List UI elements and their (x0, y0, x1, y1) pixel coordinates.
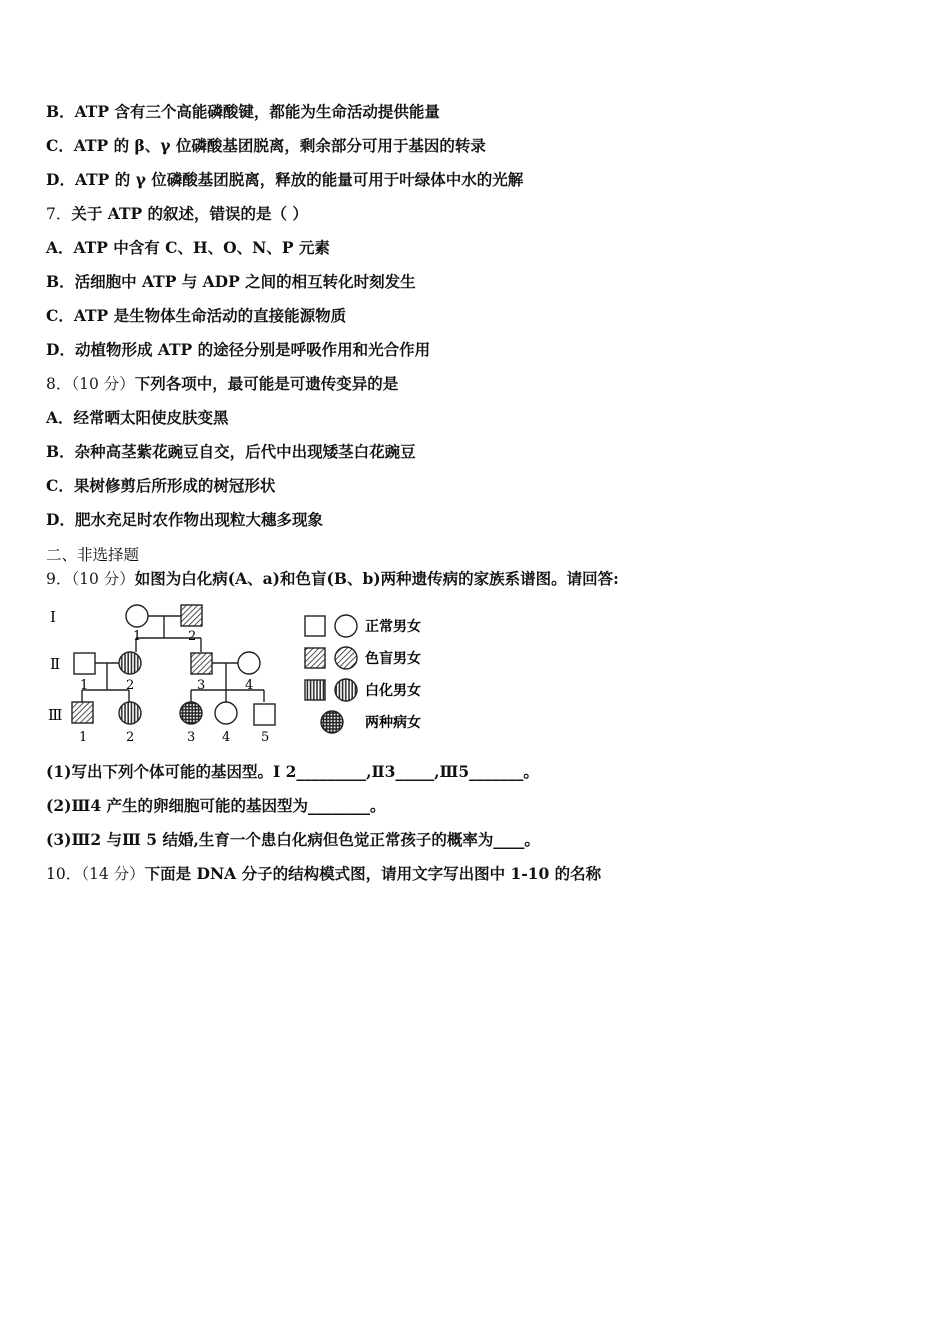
gen-label-2: Ⅱ (50, 655, 61, 673)
question-9-part-1: (1)写出下列个体可能的基因型。Ⅰ 2_________,Ⅱ3_____,Ⅲ5_______。 (46, 762, 539, 781)
legend-normal-female (335, 615, 357, 637)
question-7: 7．关于 ATP 的叙述，错误的是（ ） (46, 204, 308, 223)
label-III2: 2 (126, 730, 135, 745)
legend-albino-label: 白化男女 (365, 683, 421, 699)
legend-albino-male (305, 680, 325, 700)
person-II4 (238, 652, 260, 674)
person-III3 (180, 702, 202, 724)
person-III1 (72, 702, 93, 723)
label-III5: 5 (261, 730, 270, 745)
question-10: 10．（14 分）下面是 DNA 分子的结构模式图，请用文字写出图中 1-10 的名称 (46, 864, 602, 883)
person-III5 (254, 704, 275, 725)
label-III3: 3 (187, 730, 196, 745)
person-I1 (126, 605, 148, 627)
option-8b: B．杂种高茎紫花豌豆自交，后代中出现矮茎白花豌豆 (46, 442, 416, 461)
label-II2: 2 (126, 678, 135, 693)
option-8c: C．果树修剪后所形成的树冠形状 (46, 476, 276, 495)
legend-normal-label: 正常男女 (365, 619, 421, 635)
option-7c: C．ATP 是生物体生命活动的直接能源物质 (46, 306, 347, 325)
person-II3 (191, 653, 212, 674)
person-III4 (215, 702, 237, 724)
question-9: 9．（10 分）如图为白化病(A、a)和色盲(B、b)两种遗传病的家族系谱图。请回答: (46, 569, 619, 588)
label-I2: 2 (188, 629, 197, 644)
label-III1: 1 (79, 730, 88, 745)
legend-albino-female (335, 679, 357, 701)
question-9-part-2: (2)Ⅲ4 产生的卵细胞可能的基因型为________。 (46, 796, 386, 815)
person-II1 (74, 653, 95, 674)
option-6c: C．ATP 的 β、γ 位磷酸基团脱离，剩余部分可用于基因的转录 (46, 136, 486, 155)
label-I1: 1 (133, 629, 142, 644)
option-8d: D．肥水充足时农作物出现粒大穗多现象 (46, 510, 323, 529)
pedigree-diagram (44, 600, 444, 746)
question-8: 8．（10 分）下列各项中，最可能是可遗传变异的是 (46, 374, 399, 393)
legend-colorblind-label: 色盲男女 (365, 651, 421, 667)
option-7b: B．活细胞中 ATP 与 ADP 之间的相互转化时刻发生 (46, 272, 416, 291)
legend-normal-male (305, 616, 325, 636)
option-6d: D．ATP 的 γ 位磷酸基团脱离，释放的能量可用于叶绿体中水的光解 (46, 170, 524, 189)
person-III2 (119, 702, 141, 724)
option-6b: B．ATP 含有三个高能磷酸键，都能为生命活动提供能量 (46, 102, 440, 121)
question-9-part-3: (3)Ⅲ2 与Ⅲ 5 结婚,生育一个患白化病但色觉正常孩子的概率为____。 (46, 830, 540, 849)
gen-label-1: Ⅰ (50, 608, 56, 626)
gen-label-3: Ⅲ (48, 706, 63, 724)
option-7a: A．ATP 中含有 C、H、O、N、P 元素 (46, 238, 330, 257)
person-II2 (119, 652, 141, 674)
label-III4: 4 (222, 730, 231, 745)
legend-colorblind-male (305, 648, 325, 668)
person-I2 (181, 605, 202, 626)
label-II1: 1 (80, 678, 89, 693)
option-8a: A．经常晒太阳使皮肤变黑 (46, 408, 229, 427)
legend-both-female (321, 711, 343, 733)
legend-both-label: 两种病女 (365, 715, 421, 731)
option-7d: D．动植物形成 ATP 的途径分别是呼吸作用和光合作用 (46, 340, 431, 359)
label-II3: 3 (197, 678, 206, 693)
section-heading: 二、非选择题 (46, 546, 140, 564)
label-II4: 4 (245, 678, 254, 693)
legend-colorblind-female (335, 647, 357, 669)
